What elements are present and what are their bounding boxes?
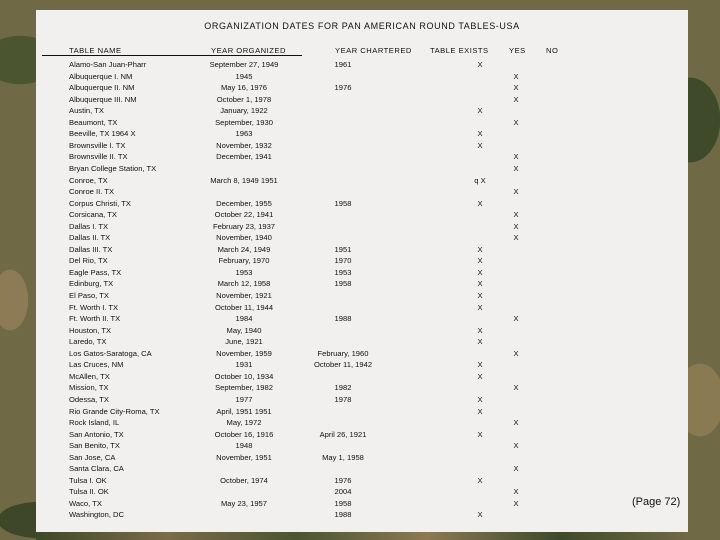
table-cell-organized: September, 1982 [215,383,273,393]
table-cell-organized: 1953 [235,267,253,277]
table-cell-yes: X [477,106,483,116]
table-cell-organized: June, 1921 [225,337,263,347]
table-cell-chartered: 1958 [334,198,352,208]
table-cell-name: Dallas III. TX [69,244,113,254]
table-cell-organized: May 16, 1976 [220,83,267,93]
table-cell-name: Austin, TX [69,106,104,116]
table-cell-yes: X [477,337,483,347]
table-cell-chartered: February, 1960 [317,348,369,358]
table-cell-no: X [513,498,519,508]
table-cell-chartered: 1951 [334,244,352,254]
table-cell-organized: 1931 [235,360,253,370]
table-cell-name: Mission, TX [69,383,109,393]
table-cell-no: X [513,94,519,104]
table-cell-chartered: 1953 [334,267,352,277]
table-cell-name: Conroe, TX [69,175,108,185]
header-table-name: TABLE NAME [69,46,122,55]
table-cell-chartered: October 11, 1942 [313,360,373,370]
table-cell-no: X [513,233,519,243]
table-cell-organized: October, 1974 [220,475,268,485]
table-cell-organized: January, 1922 [220,106,268,116]
table-cell-organized: 1984 [235,314,253,324]
table-cell-no: X [513,487,519,497]
table-cell-name: Houston, TX [69,325,112,335]
table-cell-yes: X [477,360,483,370]
table-cell-organized: September, 1930 [215,117,273,127]
table-cell-yes: X [477,198,483,208]
table-cell-yes: X [477,256,483,266]
table-cell-no: X [513,383,519,393]
table-cell-name: Ft. Worth I. TX [69,302,119,312]
table-cell-no: X [513,152,519,162]
table-cell-name: Dallas I. TX [69,221,109,231]
table-cell-name: Waco, TX [69,498,102,508]
table-cell-yes: X [477,475,483,485]
table-cell-name: Bryan College Station, TX [69,163,157,173]
table-cell-chartered: 1961 [334,60,352,69]
page-title: ORGANIZATION DATES FOR PAN AMERICAN ROUND TABLES-USA [204,21,520,31]
table-cell-organized: December, 1955 [216,198,272,208]
table-cell-organized: October 16, 1916 [214,429,274,439]
table-cell-name: Beeville, TX 1964 X [69,129,136,139]
table-cell-chartered: 1976 [334,475,352,485]
table-cell-organized: 1977 [235,394,253,404]
table-cell-name: Beaumont, TX [69,117,118,127]
table-cell-organized: November, 1951 [216,452,272,462]
table-cell-organized: October 22, 1941 [214,210,274,220]
table-cell-organized: 1948 [235,441,253,451]
table-cell-organized: February 23, 1937 [212,221,276,231]
table-cell-yes: X [477,60,483,69]
table-cell-name: San Benito, TX [69,441,120,451]
table-cell-name: Conroe II. TX [69,187,115,197]
header-year-chartered: YEAR CHARTERED [335,46,412,55]
table-cell-no: X [513,441,519,451]
table-cell-organized: November, 1921 [216,291,272,300]
table-cell-chartered: 1988 [334,314,352,324]
table-cell-name: El Paso, TX [69,291,109,300]
table-cell-no: X [513,221,519,231]
table-cell-yes: X [477,279,483,289]
table-cell-chartered: 1982 [334,383,352,393]
table-cell-name: Albuquerque III. NM [69,94,137,104]
table-cell-chartered: May 1, 1958 [322,452,364,462]
table-cell-no: X [513,71,519,81]
table-cell-name: Tulsa II. OK [69,487,109,497]
table-cell-organized: December, 1941 [216,152,272,162]
table-cell-name: Rock Island, IL [69,418,120,428]
table-cell-chartered: 2004 [334,487,352,497]
table-cell-organized: November, 1959 [216,348,272,358]
table-cell-name: Edinburg, TX [69,279,114,289]
table-cell-no: X [513,117,519,127]
table-cell-yes: X [477,302,483,312]
table-cell-yes: X [477,244,483,254]
table-cell-organized: November, 1940 [216,233,272,243]
camouflage-strip [36,532,688,540]
table-cell-name: Odessa, TX [69,394,109,404]
table-cell-yes: X [477,129,483,139]
table-cell-name: Los Gatos-Saratoga, CA [69,348,152,358]
table-cell-no: X [513,464,519,474]
table-cell-organized: March 24, 1949 [217,244,271,254]
table-cell-yes: X [477,406,483,416]
table-cell-no: X [513,187,519,197]
table-cell-organized: May, 1972 [226,418,262,428]
table-cell-organized: October 1, 1978 [216,94,272,104]
table-cell-name: Las Cruces, NM [69,360,124,370]
table-cell-name: San Antonio, TX [69,429,124,439]
table-cell-no: X [513,83,519,93]
header-yes: YES [509,46,526,55]
table-cell-chartered: 1978 [334,394,352,404]
table-cell-name: San Jose, CA [69,452,116,462]
table-cell-organized: October 10, 1934 [214,371,274,381]
table-cell-yes: X [477,429,483,439]
table-cell-name: Corsicana, TX [69,210,117,220]
table-cell-no: X [513,210,519,220]
header-year-organized: YEAR ORGANIZED [211,46,286,55]
table-cell-name: Laredo, TX [69,337,107,347]
table-cell-name: McAllen, TX [69,371,110,381]
table-cell-organized: March 8, 1949 1951 [210,175,278,185]
table-cell-chartered: 1958 [334,498,352,508]
table-cell-organized: April, 1951 1951 [216,406,272,416]
table-cell-yes: X [477,267,483,277]
table-cell-name: Brownsville I. TX [69,140,126,150]
table-cell-yes: X [477,371,483,381]
table-cell-chartered: 1988 [334,510,352,520]
table-cell-yes: X [477,140,483,150]
table-cell-name: Albuquerque I. NM [69,71,133,81]
table-cell-name: Rio Grande City-Roma, TX [69,406,160,416]
table-cell-name: Eagle Pass, TX [69,267,122,277]
table-cell-no: X [513,418,519,428]
table-cell-name: Albuquerque II. NM [69,83,135,93]
table-cell-organized: May 23, 1957 [220,498,267,508]
table-cell-no: X [513,163,519,173]
table-cell-organized: 1963 [235,129,253,139]
table-cell-yes: X [477,394,483,404]
table-cell-yes: X [477,291,483,300]
table-cell-organized: 1945 [235,71,253,81]
table-cell-organized: September 27, 1949 [209,60,279,69]
table-cell-name: Santa Clara, CA [69,464,124,474]
table-cell-name: Washington, DC [69,510,125,520]
document-page [36,10,688,532]
table-cell-chartered: 1970 [334,256,352,266]
table-cell-name: Brownsville II. TX [69,152,128,162]
table-cell-chartered: April 26, 1921 [319,429,367,439]
table-cell-name: Tulsa I. OK [69,475,107,485]
table-cell-organized: October 11, 1944 [214,302,274,312]
table-cell-chartered: 1958 [334,279,352,289]
table-cell-yes: X [477,325,483,335]
table-cell-organized: March 12, 1958 [217,279,271,289]
table-cell-no: X [513,348,519,358]
table-cell-organized: May, 1940 [226,325,262,335]
table-cell-name: Corpus Christi, TX [69,198,131,208]
header-table-exists: TABLE EXISTS [430,46,489,55]
table-cell-name: Del Rio, TX [69,256,108,266]
page-reference: (Page 72) [632,496,681,508]
table-cell-name: Alamo-San Juan-Pharr [69,60,147,69]
table-cell-chartered: 1976 [334,83,352,93]
table-cell-yes: q X [474,175,486,185]
table-cell-name: Ft. Worth II. TX [69,314,121,324]
table-cell-yes: X [477,510,483,520]
header-no: NO [546,46,559,55]
table-cell-organized: February, 1970 [218,256,270,266]
table-cell-organized: November, 1932 [216,140,272,150]
table-cell-no: X [513,314,519,324]
table-cell-name: Dallas II. TX [69,233,111,243]
